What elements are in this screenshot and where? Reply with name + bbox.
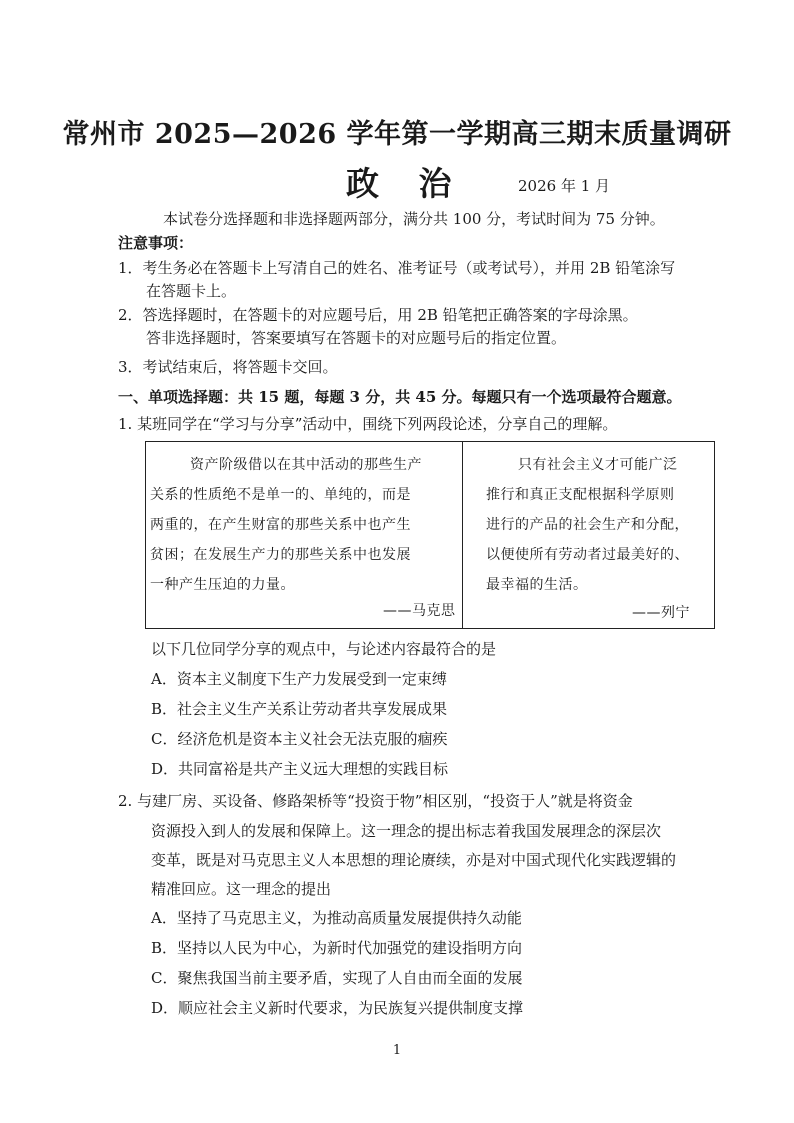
question-1-prompt: 以下几位同学分享的观点中，与论述内容最符合的是 <box>151 640 497 658</box>
question-2-option-d: D．顺应社会主义新时代要求，为民族复兴提供制度支撑 <box>151 999 524 1017</box>
question-1-option-b: B．社会主义生产关系让劳动者共享发展成果 <box>151 700 448 718</box>
question-2-option-b: B．坚持以人民为中心，为新时代加强党的建设指明方向 <box>151 939 523 957</box>
intro-text: 本试卷分选择题和非选择题两部分，满分共 100 分，考试时间为 75 分钟。 <box>163 210 665 228</box>
question-1-stem: 1. 某班同学在“学习与分享”活动中，围绕下列两段论述，分享自己的理解。 <box>118 415 618 433</box>
question-2-stem-line-2: 资源投入到人的发展和保障上。这一理念的提出标志着我国发展理念的深层次 <box>151 822 662 840</box>
page-number: 1 <box>392 1043 402 1058</box>
quote-divider <box>462 441 463 629</box>
notes-heading: 注意事项： <box>118 234 194 252</box>
quote-marx-line-3: 两重的，在产生财富的那些关系中也产生 <box>150 517 411 533</box>
subject-title: 政 治 <box>346 164 466 203</box>
quote-lenin-line-2: 推行和真正支配根据科学原则 <box>486 487 675 503</box>
quote-lenin-line-1: 只有社会主义才可能广泛 <box>518 457 678 473</box>
question-2-stem-line-3: 变革，既是对马克思主义人本思想的理论赓续，亦是对中国式现代化实践逻辑的 <box>151 851 677 869</box>
section-heading: 一、单项选择题：共 15 题，每题 3 分，共 45 分。每题只有一个选项最符合题意。 <box>118 388 682 406</box>
note-item-2-line-2: 答非选择题时，答案要填写在答题卡的对应题号后的指定位置。 <box>146 329 567 347</box>
note-item-1-line-1: 1．考生务必在答题卡上写清自己的姓名、准考证号（或考试号），并用 2B 铅笔涂写 <box>118 259 676 277</box>
quote-lenin-line-4: 以便使所有劳动者过最美好的、 <box>486 547 689 563</box>
question-2-stem-line-4: 精准回应。这一理念的提出 <box>151 880 332 898</box>
quote-lenin-line-3: 进行的产品的社会生产和分配， <box>486 517 689 533</box>
quote-marx-line-4: 贫困；在发展生产力的那些关系中也发展 <box>150 547 411 563</box>
question-2-option-c: C．聚焦我国当前主要矛盾，实现了人自由而全面的发展 <box>151 969 523 987</box>
question-2-stem-line-1: 2. 与建厂房、买设备、修路架桥等“投资于物”相区别，“投资于人”就是将资金 <box>118 792 633 810</box>
question-1-option-c: C．经济危机是资本主义社会无法克服的痼疾 <box>151 730 448 748</box>
quote-marx-line-1: 资产阶级借以在其中活动的那些生产 <box>190 457 422 473</box>
note-item-1-line-2: 在答题卡上。 <box>146 282 237 300</box>
question-1-option-a: A．资本主义制度下生产力发展受到一定束缚 <box>151 670 447 688</box>
quote-marx-line-5: 一种产生压迫的力量。 <box>150 577 295 593</box>
quote-lenin-line-5: 最幸福的生活。 <box>486 577 588 593</box>
note-item-3: 3．考试结束后，将答题卡交回。 <box>118 358 338 376</box>
exam-title: 常州市 2025—2026 学年第一学期高三期末质量调研 <box>62 119 732 150</box>
quote-marx-author: ——马克思 <box>383 603 456 619</box>
question-2-option-a: A．坚持了马克思主义，为推动高质量发展提供持久动能 <box>151 909 522 927</box>
question-1-option-d: D．共同富裕是共产主义远大理想的实践目标 <box>151 760 449 778</box>
quote-marx-line-2: 关系的性质绝不是单一的、单纯的，而是 <box>150 487 411 503</box>
exam-date: 2026 年 1 月 <box>518 177 611 195</box>
note-item-2-line-1: 2．答选择题时，在答题卡的对应题号后，用 2B 铅笔把正确答案的字母涂黑。 <box>118 306 638 324</box>
quote-lenin-author: ——列宁 <box>632 605 690 621</box>
